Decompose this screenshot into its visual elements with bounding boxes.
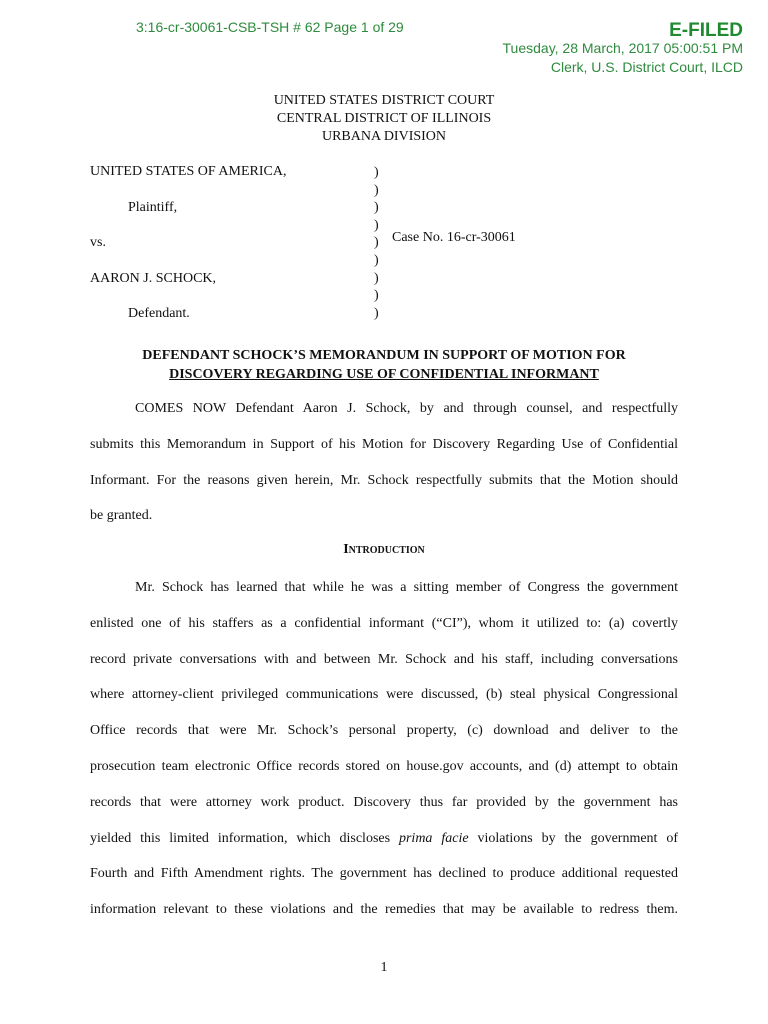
- paragraph-line: records that were attorney work product. Discovery thus far provided by the government has: [90, 794, 678, 810]
- section-heading: Introduction: [343, 542, 425, 557]
- paren: ): [374, 252, 379, 268]
- paren: ): [374, 165, 379, 180]
- line-text: violations by the government of: [477, 830, 679, 846]
- plaintiff-name: UNITED STATES OF AMERICA,: [90, 164, 287, 179]
- filing-date-stamp: Tuesday, 28 March, 2017 05:00:51 PM: [502, 40, 743, 56]
- court-name: UNITED STATES DISTRICT COURT: [273, 93, 495, 108]
- line-text: yielded this limited information, which discloses: [90, 830, 391, 846]
- paragraph-line: COMES NOW Defendant Aaron J. Schock, by and through counsel, and respectfully: [135, 401, 678, 416]
- defendant-role: Defendant.: [128, 306, 190, 321]
- document-title-line-2: DISCOVERY REGARDING USE OF CONFIDENTIAL INFORMANT: [169, 367, 599, 382]
- versus-label: vs.: [90, 235, 106, 250]
- paragraph-line: Informant. For the reasons given herein, Mr. Schock respectfully submits that the Motion should: [90, 472, 678, 488]
- document-title: [0, 346, 768, 384]
- paragraph-line: record private conversations with and between Mr. Schock and his staff, including conversations: [90, 651, 678, 667]
- introduction-paragraph: [90, 570, 678, 928]
- paren: ): [374, 270, 379, 286]
- opening-paragraph: [90, 391, 678, 534]
- paragraph-line: Fourth and Fifth Amendment rights. The government has declined to produce additional requested: [90, 866, 678, 882]
- paren: ): [374, 305, 379, 321]
- paren: ): [374, 217, 379, 233]
- case-number: Case No. 16-cr-30061: [392, 230, 516, 245]
- paren: ): [374, 200, 379, 216]
- paragraph-line: enlisted one of his staffers as a confidential informant (“CI”), whom it utilized to: (a) covertly: [90, 615, 678, 631]
- court-district: CENTRAL DISTRICT OF ILLINOIS: [276, 111, 492, 126]
- italic-phrase: prima facie: [398, 830, 469, 846]
- court-division: URBANA DIVISION: [321, 129, 447, 144]
- paragraph-line: information relevant to these violations and the remedies that may be available to redress them.: [90, 902, 678, 918]
- paren: ): [374, 235, 379, 251]
- clerk-stamp: Clerk, U.S. District Court, ILCD: [550, 59, 743, 75]
- paragraph-line: be granted.: [90, 508, 153, 524]
- efiled-stamp: E-FILED: [669, 20, 743, 41]
- page-number: 1: [380, 960, 388, 975]
- paren: ): [374, 288, 379, 304]
- caption-parentheses: [374, 164, 379, 322]
- paragraph-line: submits this Memorandum in Support of his Motion for Discovery Regarding Use of Confidential: [90, 436, 678, 452]
- defendant-name: AARON J. SCHOCK,: [90, 271, 217, 286]
- paragraph-line-mixed: [90, 821, 678, 857]
- document-title-line-1: DEFENDANT SCHOCK’S MEMORANDUM IN SUPPORT OF MOTION FOR: [142, 348, 626, 363]
- paragraph-line: Office records that were Mr. Schock’s personal property, (c) download and deliver to the: [90, 723, 678, 739]
- paragraph-line: Mr. Schock has learned that while he was a sitting member of Congress the government: [135, 580, 678, 595]
- plaintiff-role: Plaintiff,: [128, 200, 178, 215]
- court-heading: [0, 92, 768, 146]
- case-header-stamp: 3:16-cr-30061-CSB-TSH # 62 Page 1 of 29: [136, 19, 404, 35]
- paragraph-line: prosecution team electronic Office records stored on house.gov accounts, and (d) attempt to obtain: [90, 758, 678, 774]
- paren: ): [374, 182, 379, 198]
- paragraph-line: where attorney-client privileged communications were discussed, (b) steal physical Congressional: [90, 687, 678, 703]
